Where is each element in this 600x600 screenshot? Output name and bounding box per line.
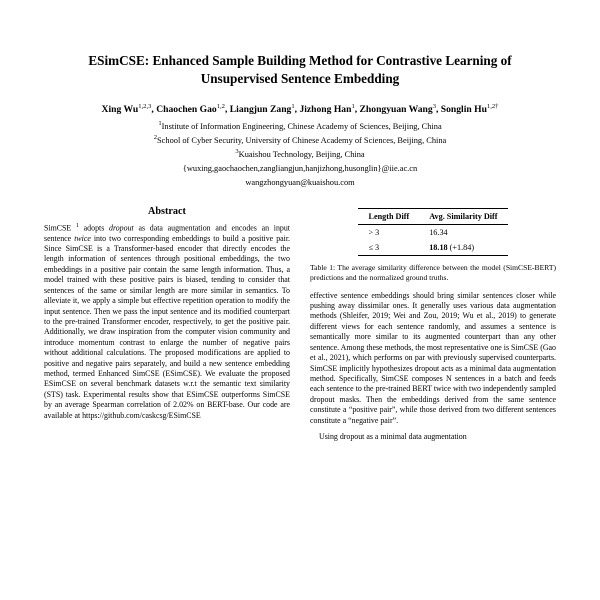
results-table — [358, 208, 507, 256]
cell-avg-sim-diff: 16.34 — [419, 224, 507, 240]
affiliation-2: $^2$School of Cyber Security, University of Chinese Academy of Sciences, Beijing, China — [153, 134, 447, 145]
cell-value-bold: 18.18 — [429, 242, 448, 252]
cell-avg-sim-diff — [419, 240, 507, 256]
affiliation-1: $^1$Institute of Information Engineering, Chinese Academy of Sciences, Beijing, China — [158, 120, 442, 131]
cell-length-diff: ≤ 3 — [358, 240, 419, 256]
table-row — [358, 240, 507, 256]
abstract-heading: Abstract — [148, 205, 186, 217]
cell-length-diff: > 3 — [358, 224, 419, 240]
abstract-text: SimCSE $^1$ adopts dropout as data augmentation and encodes an input sentence twice into two corresponding embeddings to build a positive pair. Since SimCSE is a Transformer-based encoder that directly encodes the length information of sentences through positional embeddings, the two embeddings in a positive pair contain the same length information. Thus, a model trained with these positive pairs is biased, tending to consider that sentences of the same or similar length are more similar in semantics. To alleviate it, we apply a simple but effective repetition operation to modify the input sentence. Then we pass the input sentence and its modified counterpart to the pre-trained Transformer encoder, respectively, to get the positive pair. Additionally, we draw inspiration from the computer vision community and introduce momentum contrast to enlarge the number of negative pairs without additional calculations. The proposed modifications are applied to positive and negative pairs separately, and build a new sentence embedding method, termed Enhanced SimCSE (ESimCSE). We evaluate the proposed ESimCSE on several benchmark datasets w.r.t the semantic text similarity (STS) task. Experimental results show that ESimCSE outperforms SimCSE by an average Spearman correlation of 2.02% on BERT-base. Our code are available at https://github.com/caskcsg/ESimCSE — [44, 222, 291, 420]
author-list: Xing Wu$^{1,2,3}$, Chaochen Gao$^{1,2}$, Liangjun Zang$^1$, Jizhong Han$^1$, Zhongyuan Wang$^3$, Songlin $Hu^{1,2\dagger}$ — [101, 102, 499, 115]
left-column — [44, 206, 290, 449]
body-paragraph-2: Using dropout as a minimal data augmentation — [319, 432, 467, 442]
table-header-length-diff: Length Diff — [358, 208, 419, 224]
table-row — [358, 224, 507, 240]
affiliation-3: $^3$Kuaishou Technology, Beijing, China — [235, 148, 365, 159]
table-header-avg-sim-diff: Avg. Similarity Diff — [419, 208, 507, 224]
cell-value-delta: (+1.84) — [449, 242, 475, 252]
page-title: ESimCSE: Enhanced Sample Building Method for Contrastive Learning of Unsupervised Sentence Embedding — [88, 53, 512, 86]
email-line-2: wangzhongyuan@kuaishou.com — [245, 178, 355, 188]
right-column — [310, 206, 556, 449]
body-paragraph-1: effective sentence embeddings should bring similar sentences closer while pushing away dissimilar ones. It generally uses various data augmentation methods (Shleifer, 2019; Wei and Zou, 2019; Wu et al., 2019) to generate different views for each sentence randomly, and assumes a sentence is semantically more similar to its augmented counterpart than any other sentence. Among these methods, the most representative one is SimCSE (Gao et al., 2021), which performs on par with previously supervised counterparts. SimCSE implicitly hypothesizes dropout acts as a minimal data augmentation method. Specifically, SimCSE composes N sentences in a batch and feeds each sentence to the pre-trained BERT twice with two independently sampled dropout masks. Then the embeddings derived from the same sentence constitute a “positive pair”, while those derived from two different sentences constitute a “negative pair”. — [310, 290, 556, 425]
email-line-1: {wuxing,gaochaochen,zangliangjun,hanjizhong,husonglin}@iie.ac.cn — [182, 164, 418, 174]
two-column-body — [44, 206, 556, 449]
table-caption: Table 1: The average similarity difference between the model (SimCSE-BERT) predictions and the normalized ground truths. — [310, 262, 556, 282]
results-table-wrap — [310, 208, 556, 283]
